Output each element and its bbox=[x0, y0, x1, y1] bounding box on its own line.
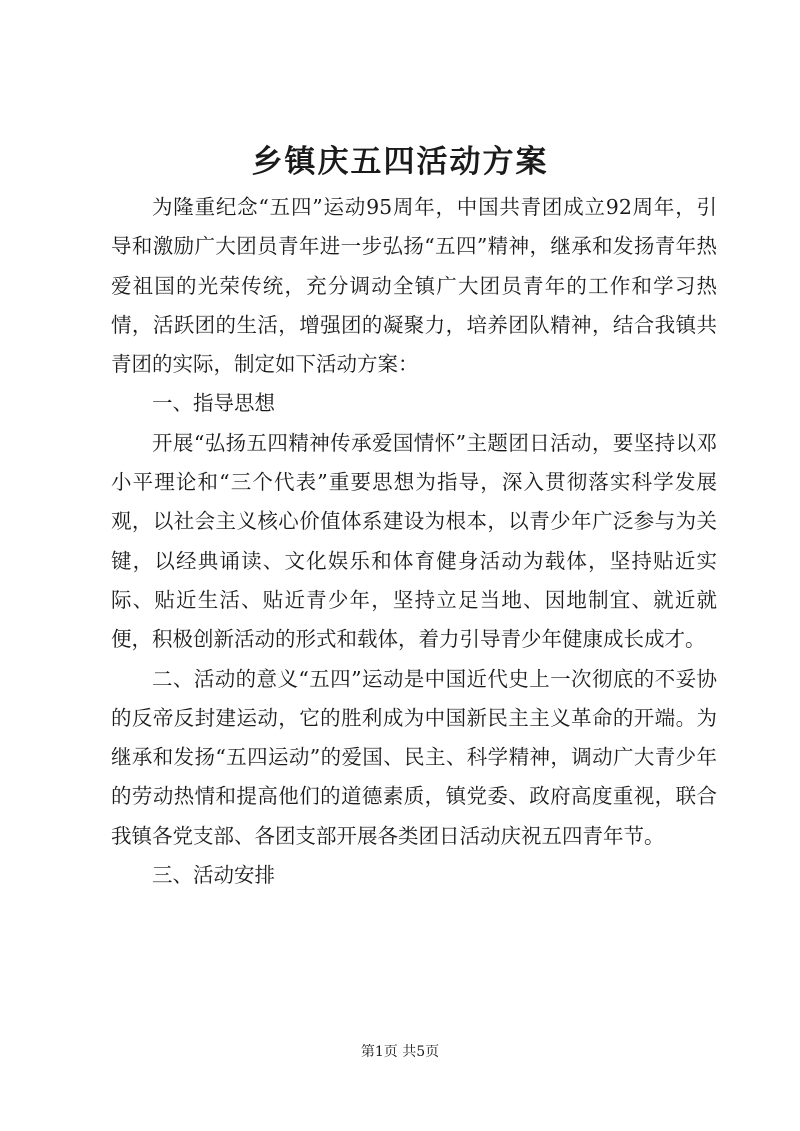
guiding-ideology-paragraph: 开展“弘扬五四精神传承爱国情怀”主题团日活动，要坚持以邓小平理论和“三个代表”重要思想为指导，深入贯彻落实科学发展观，以社会主义核心价值体系建设为根本，以青少年广泛参与为关键，以经典诵读、文化娱乐和体育健身活动为载体，坚持贴近实际、贴近生活、贴近青少年，坚持立足当地、因地制宜、就近就便，积极创新活动的形式和载体，着力引导青少年健康成长成才。 bbox=[111, 430, 717, 652]
section-heading-activity-arrangement: 三、活动安排 bbox=[152, 863, 275, 888]
intro-paragraph: 为隆重纪念“五四”运动95周年，中国共青团成立92周年，引导和激励广大团员青年进一步弘扬“五四”精神，继承和发扬青年热爱祖国的光荣传统，充分调动全镇广大团员青年的工作和学习热情，活跃团的生活，增强团的凝聚力，培养团队精神，结合我镇共青团的实际，制定如下活动方案： bbox=[111, 195, 717, 377]
page-number-footer: 第1页 共5页 bbox=[360, 1044, 440, 1060]
document-body bbox=[111, 188, 717, 895]
document-title: 乡镇庆五四活动方案 bbox=[251, 144, 549, 180]
section-heading-guiding-ideology: 一、指导思想 bbox=[152, 391, 275, 416]
activity-significance-paragraph: 二、活动的意义“五四”运动是中国近代史上一次彻底的不妥协的反帝反封建运动，它的胜利成为中国新民主主义革命的开端。为继承和发扬“五四运动”的爱国、民主、科学精神，调动广大青少年的劳动热情和提高他们的道德素质，镇党委、政府高度重视，联合我镇各党支部、各团支部开展各类团日活动庆祝五四青年节。 bbox=[111, 666, 717, 848]
